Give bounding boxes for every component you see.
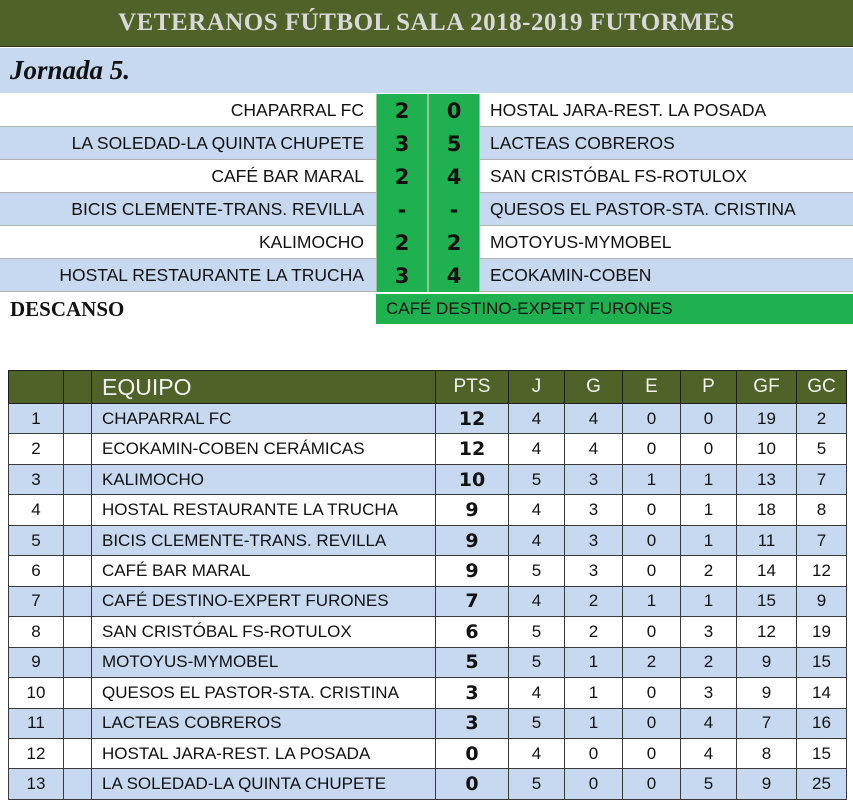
played-cell: 5 (509, 617, 565, 647)
home-score: 2 (376, 94, 428, 127)
goals-for-cell: 9 (737, 678, 797, 708)
goals-for-cell: 12 (737, 617, 797, 647)
drawn-cell: 0 (623, 708, 681, 738)
table-row (9, 495, 847, 525)
team-cell: LA SOLEDAD-LA QUINTA CHUPETE (92, 769, 436, 800)
team-cell: CAFÉ DESTINO-EXPERT FURONES (92, 586, 436, 616)
position-cell: 4 (9, 495, 64, 525)
page-title: VETERANOS FÚTBOL SALA 2018-2019 FUTORMES (0, 0, 853, 47)
home-score: 3 (376, 127, 428, 160)
goals-for-cell: 14 (737, 556, 797, 586)
round-title: Jornada 5. (0, 48, 853, 93)
drawn-cell: 0 (623, 678, 681, 708)
table-row (9, 404, 847, 434)
lost-cell: 0 (681, 404, 737, 434)
team-cell: HOSTAL JARA-REST. LA POSADA (92, 738, 436, 768)
pts-cell: 5 (436, 647, 509, 677)
played-cell: 4 (509, 434, 565, 464)
pts-cell: 9 (436, 556, 509, 586)
home-team: LA SOLEDAD-LA QUINTA CHUPETE (71, 133, 364, 153)
pts-cell: 9 (436, 525, 509, 555)
lost-cell: 4 (681, 738, 737, 768)
pts-cell: 12 (436, 404, 509, 434)
goals-against-cell: 8 (797, 495, 847, 525)
position-cell: 9 (9, 647, 64, 677)
played-cell: 4 (509, 586, 565, 616)
drawn-cell: 0 (623, 525, 681, 555)
lost-cell: 3 (681, 678, 737, 708)
team-cell: HOSTAL RESTAURANTE LA TRUCHA (92, 495, 436, 525)
blank-cell (64, 464, 92, 494)
won-cell: 1 (565, 708, 623, 738)
goals-against-cell: 12 (797, 556, 847, 586)
pts-cell: 9 (436, 495, 509, 525)
header-team: EQUIPO (92, 371, 436, 404)
header-gf: GF (737, 371, 797, 404)
goals-against-cell: 14 (797, 678, 847, 708)
won-cell: 1 (565, 647, 623, 677)
away-score: 2 (428, 226, 480, 259)
played-cell: 4 (509, 495, 565, 525)
header-p: P (681, 371, 737, 404)
match-row (0, 193, 853, 226)
played-cell: 5 (509, 464, 565, 494)
header-g: G (565, 371, 623, 404)
goals-for-cell: 11 (737, 525, 797, 555)
lost-cell: 4 (681, 708, 737, 738)
home-team: HOSTAL RESTAURANTE LA TRUCHA (59, 265, 364, 285)
table-row (9, 617, 847, 647)
pts-cell: 0 (436, 738, 509, 768)
pts-cell: 3 (436, 678, 509, 708)
table-row (9, 708, 847, 738)
standings-header-row (9, 371, 847, 404)
lost-cell: 0 (681, 434, 737, 464)
rest-label: DESCANSO (10, 296, 125, 321)
standings-table (8, 370, 847, 800)
position-cell: 2 (9, 434, 64, 464)
goals-against-cell: 19 (797, 617, 847, 647)
lost-cell: 1 (681, 586, 737, 616)
away-team: HOSTAL JARA-REST. LA POSADA (490, 100, 767, 120)
team-cell: ECOKAMIN-COBEN CERÁMICAS (92, 434, 436, 464)
played-cell: 4 (509, 678, 565, 708)
home-score: 2 (376, 160, 428, 193)
lost-cell: 5 (681, 769, 737, 800)
position-cell: 8 (9, 617, 64, 647)
won-cell: 3 (565, 556, 623, 586)
goals-against-cell: 7 (797, 464, 847, 494)
goals-for-cell: 7 (737, 708, 797, 738)
won-cell: 4 (565, 434, 623, 464)
played-cell: 5 (509, 556, 565, 586)
header-pts: PTS (436, 371, 509, 404)
position-cell: 13 (9, 769, 64, 800)
drawn-cell: 0 (623, 495, 681, 525)
away-score: 5 (428, 127, 480, 160)
drawn-cell: 0 (623, 404, 681, 434)
played-cell: 5 (509, 769, 565, 800)
drawn-cell: 0 (623, 738, 681, 768)
match-row (0, 127, 853, 160)
blank-cell (64, 769, 92, 800)
home-team: CAFÉ BAR MARAL (211, 166, 364, 186)
team-cell: BICIS CLEMENTE-TRANS. REVILLA (92, 525, 436, 555)
away-team: SAN CRISTÓBAL FS-ROTULOX (490, 166, 748, 186)
table-row (9, 556, 847, 586)
position-cell: 10 (9, 678, 64, 708)
home-team: CHAPARRAL FC (230, 100, 364, 120)
goals-for-cell: 15 (737, 586, 797, 616)
lost-cell: 1 (681, 525, 737, 555)
away-score: - (428, 193, 480, 226)
table-row (9, 434, 847, 464)
position-cell: 6 (9, 556, 64, 586)
blank-cell (64, 617, 92, 647)
position-cell: 7 (9, 586, 64, 616)
pts-cell: 7 (436, 586, 509, 616)
drawn-cell: 0 (623, 617, 681, 647)
table-row (9, 769, 847, 800)
position-cell: 5 (9, 525, 64, 555)
blank-cell (64, 404, 92, 434)
rest-team: CAFÉ DESTINO-EXPERT FURONES (376, 294, 853, 324)
lost-cell: 2 (681, 647, 737, 677)
goals-against-cell: 7 (797, 525, 847, 555)
rest-row (0, 294, 853, 324)
goals-for-cell: 9 (737, 769, 797, 800)
blank-cell (64, 525, 92, 555)
table-row (9, 525, 847, 555)
won-cell: 3 (565, 464, 623, 494)
home-score: 3 (376, 259, 428, 292)
away-score: 4 (428, 259, 480, 292)
blank-cell (64, 586, 92, 616)
drawn-cell: 2 (623, 647, 681, 677)
away-team: LACTEAS COBREROS (490, 133, 675, 153)
team-cell: SAN CRISTÓBAL FS-ROTULOX (92, 617, 436, 647)
header-position (9, 371, 64, 404)
lost-cell: 1 (681, 464, 737, 494)
away-team: MOTOYUS-MYMOBEL (490, 232, 672, 252)
blank-cell (64, 556, 92, 586)
lost-cell: 1 (681, 495, 737, 525)
header-blank (64, 371, 92, 404)
header-j: J (509, 371, 565, 404)
won-cell: 2 (565, 617, 623, 647)
goals-against-cell: 5 (797, 434, 847, 464)
away-score: 4 (428, 160, 480, 193)
pts-cell: 0 (436, 769, 509, 800)
goals-for-cell: 10 (737, 434, 797, 464)
pts-cell: 6 (436, 617, 509, 647)
goals-against-cell: 25 (797, 769, 847, 800)
goals-for-cell: 19 (737, 404, 797, 434)
home-team: BICIS CLEMENTE-TRANS. REVILLA (71, 199, 364, 219)
match-row (0, 226, 853, 259)
goals-for-cell: 13 (737, 464, 797, 494)
match-row (0, 94, 853, 127)
table-row (9, 678, 847, 708)
goals-against-cell: 16 (797, 708, 847, 738)
team-cell: MOTOYUS-MYMOBEL (92, 647, 436, 677)
played-cell: 4 (509, 404, 565, 434)
table-row (9, 738, 847, 768)
goals-against-cell: 9 (797, 586, 847, 616)
match-row (0, 160, 853, 193)
pts-cell: 3 (436, 708, 509, 738)
goals-for-cell: 8 (737, 738, 797, 768)
won-cell: 3 (565, 495, 623, 525)
won-cell: 0 (565, 769, 623, 800)
away-team: QUESOS EL PASTOR-STA. CRISTINA (490, 199, 796, 219)
goals-for-cell: 18 (737, 495, 797, 525)
goals-against-cell: 15 (797, 647, 847, 677)
won-cell: 1 (565, 678, 623, 708)
goals-against-cell: 15 (797, 738, 847, 768)
team-cell: CHAPARRAL FC (92, 404, 436, 434)
header-gc: GC (797, 371, 847, 404)
away-score: 0 (428, 94, 480, 127)
blank-cell (64, 647, 92, 677)
won-cell: 4 (565, 404, 623, 434)
position-cell: 3 (9, 464, 64, 494)
won-cell: 2 (565, 586, 623, 616)
blank-cell (64, 678, 92, 708)
position-cell: 1 (9, 404, 64, 434)
played-cell: 5 (509, 708, 565, 738)
team-cell: QUESOS EL PASTOR-STA. CRISTINA (92, 678, 436, 708)
home-score: - (376, 193, 428, 226)
drawn-cell: 0 (623, 434, 681, 464)
table-row (9, 464, 847, 494)
drawn-cell: 0 (623, 556, 681, 586)
blank-cell (64, 434, 92, 464)
table-row (9, 586, 847, 616)
blank-cell (64, 738, 92, 768)
table-row (9, 647, 847, 677)
played-cell: 4 (509, 738, 565, 768)
drawn-cell: 0 (623, 769, 681, 800)
team-cell: LACTEAS COBREROS (92, 708, 436, 738)
team-cell: CAFÉ BAR MARAL (92, 556, 436, 586)
played-cell: 5 (509, 647, 565, 677)
header-e: E (623, 371, 681, 404)
lost-cell: 2 (681, 556, 737, 586)
pts-cell: 10 (436, 464, 509, 494)
played-cell: 4 (509, 525, 565, 555)
home-score: 2 (376, 226, 428, 259)
goals-for-cell: 9 (737, 647, 797, 677)
team-cell: KALIMOCHO (92, 464, 436, 494)
away-team: ECOKAMIN-COBEN (490, 265, 652, 285)
lost-cell: 3 (681, 617, 737, 647)
home-team: KALIMOCHO (258, 232, 364, 252)
blank-cell (64, 495, 92, 525)
match-row (0, 259, 853, 292)
pts-cell: 12 (436, 434, 509, 464)
goals-against-cell: 2 (797, 404, 847, 434)
position-cell: 12 (9, 738, 64, 768)
position-cell: 11 (9, 708, 64, 738)
drawn-cell: 1 (623, 464, 681, 494)
won-cell: 3 (565, 525, 623, 555)
won-cell: 0 (565, 738, 623, 768)
drawn-cell: 1 (623, 586, 681, 616)
blank-cell (64, 708, 92, 738)
